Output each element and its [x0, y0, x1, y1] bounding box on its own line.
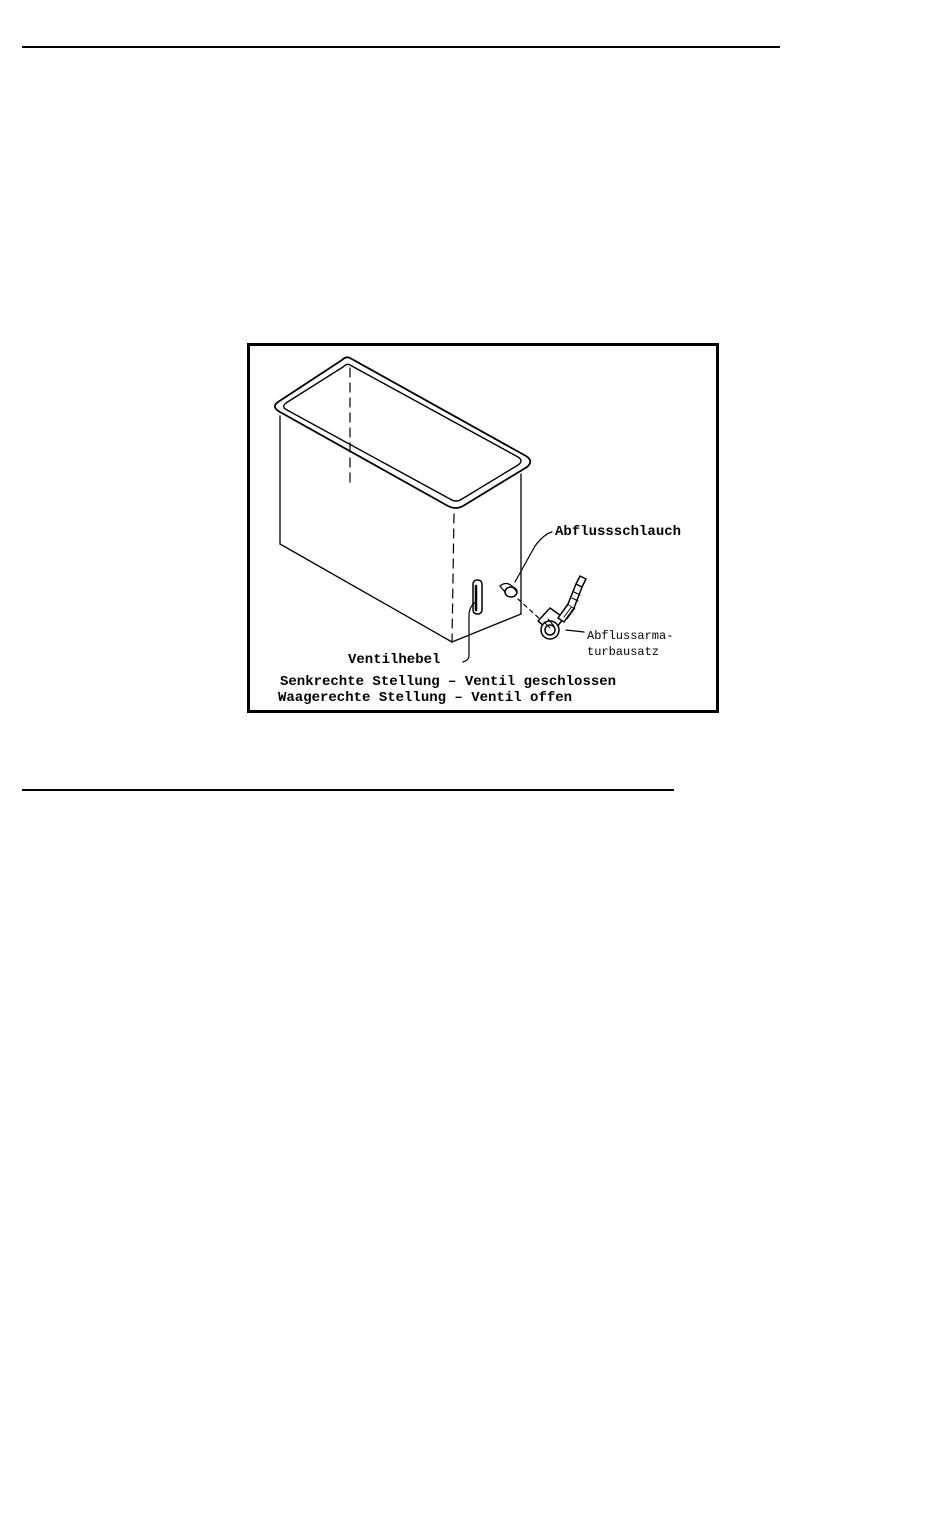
drain-hose-label: Abflussschlauch: [555, 524, 682, 540]
top-rule: [22, 46, 780, 48]
drain-valve-figure: [247, 343, 719, 713]
tank-front-corner-dashed: [452, 514, 454, 642]
valve-lever-label: Ventilhebel: [348, 652, 441, 668]
drain-fitting-label-line2: turbausatz: [587, 645, 660, 659]
drain-fitting-assembly: [538, 576, 586, 639]
bottom-rule: [22, 789, 674, 791]
vertical-position-note: Senkrechte Stellung – Ventil geschlossen: [280, 674, 617, 690]
horizontal-position-note: Waagerechte Stellung – Ventil offen: [278, 690, 573, 706]
valve-lever-slot: [473, 580, 482, 614]
drain-fitting-label-line1: Abflussarma-: [587, 629, 674, 643]
drain-hose-stub: [505, 587, 517, 597]
tank-rim-outer: [275, 357, 530, 508]
drain-fitting-leader: [566, 630, 584, 632]
tank-bottom-left: [280, 544, 452, 642]
tank-bottom-right: [452, 614, 521, 642]
valve-lever-leader: [463, 602, 476, 662]
